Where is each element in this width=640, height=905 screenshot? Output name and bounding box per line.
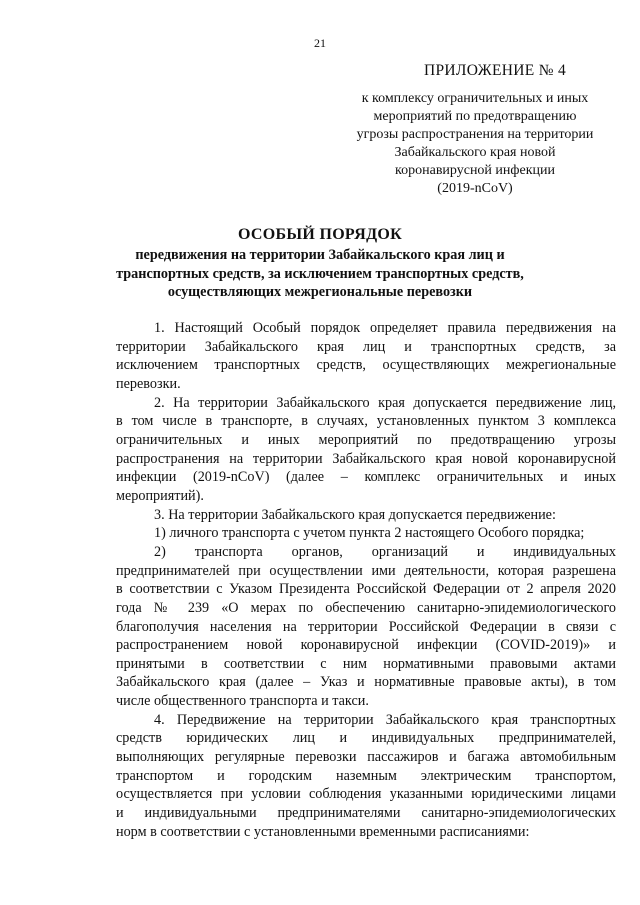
text-line: 4. Передвижение на территории Забайкальского края транспортных (154, 711, 616, 728)
heading-line: передвижения на территории Забайкальского края лиц и (135, 247, 505, 263)
heading-line: осуществляющих межрегиональные перевозки (167, 284, 473, 300)
heading-subtitle (0, 246, 640, 302)
appendix-line: коронавирусной инфекции (395, 163, 555, 178)
text-line: Забайкальского края (далее – Указ и нормативные правовые акты), в том (116, 674, 616, 691)
text-line: 2) транспорта органов, организаций и индивидуальных (154, 543, 616, 560)
text-line: транспортом и городским наземным электрическим транспортом, (116, 767, 616, 784)
appendix-line: Забайкальского края новой (394, 145, 556, 160)
text-line: средств юридических лиц и индивидуальных предпринимателей, (116, 730, 616, 747)
text-line: числе общественного транспорта и такси. (116, 693, 369, 710)
text-line: 1. Настоящий Особый порядок определяет правила передвижения на (154, 320, 616, 336)
text-line: исключением транспортных средств, осуществляющих межрегиональные (116, 357, 616, 374)
appendix-line: (2019-nCoV) (437, 181, 513, 196)
heading-title: ОСОБЫЙ ПОРЯДОК (237, 226, 403, 243)
paragraph-3 (116, 506, 616, 525)
document-heading (0, 226, 640, 302)
text-line: распространением новой коронавирусной инфекции (COVID-2019)» и (116, 637, 616, 654)
text-line: выполняющих регулярные перевозки пассажиров и багажа автомобильным (116, 749, 616, 766)
text-line: норм в соответствии с установленными временными расписаниями: (116, 823, 530, 840)
text-line: благополучия населения на территории Российской Федерации в связи с (116, 618, 616, 635)
appendix-line: к комплексу ограничительных и иных (361, 91, 589, 106)
text-line: принятыми в соответствии с ним нормативными правовыми актами (116, 655, 616, 672)
paragraph-1 (116, 319, 616, 394)
text-line: в том числе в транспорте, в случаях, установленных пунктом 3 комплекса (116, 413, 616, 430)
appendix-line: мероприятий по предотвращению (373, 109, 577, 124)
text-line: 3. На территории Забайкальского края допускается передвижение: (154, 506, 556, 523)
text-line: и индивидуальными предпринимателями санитарно-эпидемиологических (116, 805, 616, 822)
appendix-block (350, 62, 600, 198)
paragraph-3-2 (116, 543, 616, 711)
text-line: 1) личного транспорта с учетом пункта 2 настоящего Особого порядка; (154, 525, 585, 542)
text-line: мероприятий). (116, 487, 204, 504)
paragraph-4 (116, 711, 616, 842)
paragraph-3-1 (116, 524, 616, 543)
text-line: года № 239 «О мерах по обеспечению санитарно-эпидемиологического (116, 599, 616, 616)
text-line: территории Забайкальского края лиц и транспортных средств, за (116, 338, 616, 355)
appendix-title: ПРИЛОЖЕНИЕ № 4 (423, 62, 567, 79)
text-line: осуществляется при условии соблюдения указанными юридическими лицами (116, 786, 616, 803)
text-line: перевозки. (116, 375, 181, 392)
text-line: инфекции (2019-nCoV) (далее – комплекс ограничительных и иных (116, 469, 616, 486)
appendix-line: угрозы распространения на территории (356, 127, 594, 142)
appendix-description (350, 90, 600, 198)
text-line: предпринимателей при осуществлении ими деятельности, которая разрешена (116, 562, 616, 579)
document-body (116, 319, 616, 841)
heading-line: транспортных средств, за исключением транспортных средств, (116, 265, 524, 282)
text-line: ограничительных и иных мероприятий по предотвращению угрозы (116, 431, 616, 448)
page-number: 21 (314, 36, 326, 50)
paragraph-2 (116, 394, 616, 506)
text-line: распространения на территории Забайкальского края новой коронавирусной (116, 450, 616, 467)
text-line: в соответствии с Указом Президента Российской Федерации от 2 апреля 2020 (116, 581, 616, 598)
text-line: 2. На территории Забайкальского края допускается передвижение лиц, (154, 394, 616, 411)
